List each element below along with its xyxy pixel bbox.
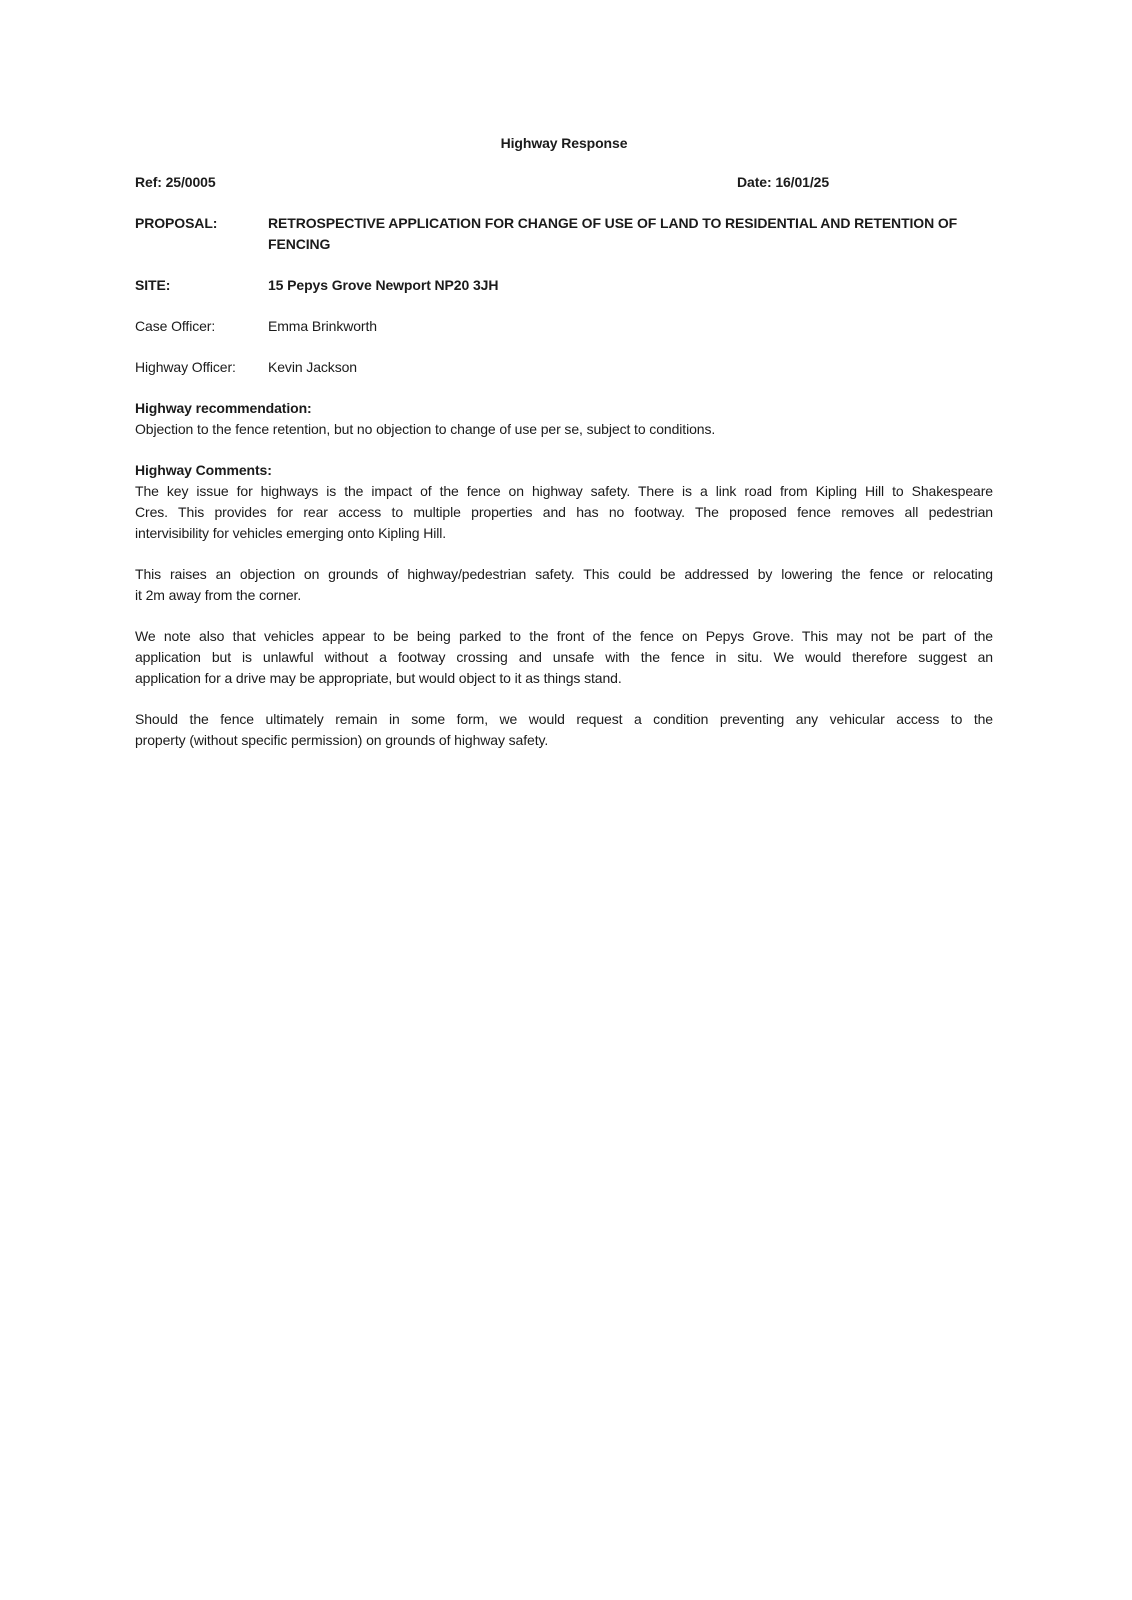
proposal-row <box>135 213 993 255</box>
comments-paragraph-1 <box>135 481 993 544</box>
highway-officer-label: Highway Officer: <box>135 359 236 375</box>
paragraph-line: application but is unlawful without a footway crossing and unsafe with the fence in situ. We would therefore suggest an <box>135 649 993 665</box>
highway-officer-value: Kevin Jackson <box>268 359 357 375</box>
ref-date-row <box>135 172 993 193</box>
date-label: Date: <box>737 174 772 190</box>
proposal-value <box>268 213 993 255</box>
document-content <box>135 133 993 771</box>
case-officer-row <box>135 316 993 337</box>
paragraph-line: application for a drive may be appropriate, but would object to it as things stand. <box>135 670 622 686</box>
recommendation-heading: Highway recommendation: <box>135 400 312 416</box>
paragraph-line: Cres. This provides for rear access to multiple properties and has no footway. The proposed fence removes all pedestrian <box>135 504 993 520</box>
paragraph-line: property (without specific permission) on grounds of highway safety. <box>135 732 549 748</box>
page-title: Highway Response <box>500 135 628 151</box>
proposal-label: PROPOSAL: <box>135 215 218 231</box>
comments-paragraph-4 <box>135 709 993 751</box>
proposal-line: RETROSPECTIVE APPLICATION FOR CHANGE OF USE OF LAND TO RESIDENTIAL AND RETENTION OF <box>268 215 958 231</box>
recommendation-text: Objection to the fence retention, but no objection to change of use per se, subject to conditions. <box>135 421 716 437</box>
paragraph-line: We note also that vehicles appear to be being parked to the front of the fence on Pepys Grove. This may not be part of the <box>135 628 993 644</box>
paragraph-line: The key issue for highways is the impact of the fence on highway safety. There is a link road from Kipling Hill to Shakespeare <box>135 483 993 499</box>
proposal-line: FENCING <box>268 236 331 252</box>
highway-officer-row <box>135 357 993 378</box>
comments-heading: Highway Comments: <box>135 462 272 478</box>
comments-paragraph-2 <box>135 564 993 606</box>
date-field <box>737 172 829 193</box>
comments-paragraph-3 <box>135 626 993 689</box>
comments-section <box>135 460 993 544</box>
date-value: 16/01/25 <box>775 174 830 190</box>
ref-field <box>135 174 216 190</box>
paragraph-line: Should the fence ultimately remain in some form, we would request a condition preventing any vehicular access to the <box>135 711 993 727</box>
site-value: 15 Pepys Grove Newport NP20 3JH <box>268 277 499 293</box>
recommendation-section <box>135 398 993 440</box>
case-officer-label: Case Officer: <box>135 318 216 334</box>
ref-value: 25/0005 <box>165 174 216 190</box>
case-officer-value: Emma Brinkworth <box>268 318 377 334</box>
paragraph-line: intervisibility for vehicles emerging onto Kipling Hill. <box>135 525 447 541</box>
ref-label: Ref: <box>135 174 162 190</box>
site-row <box>135 275 993 296</box>
site-label: SITE: <box>135 277 171 293</box>
paragraph-line: This raises an objection on grounds of highway/pedestrian safety. This could be addressed by lowering the fence or relocating <box>135 566 993 582</box>
paragraph-line: it 2m away from the corner. <box>135 587 302 603</box>
